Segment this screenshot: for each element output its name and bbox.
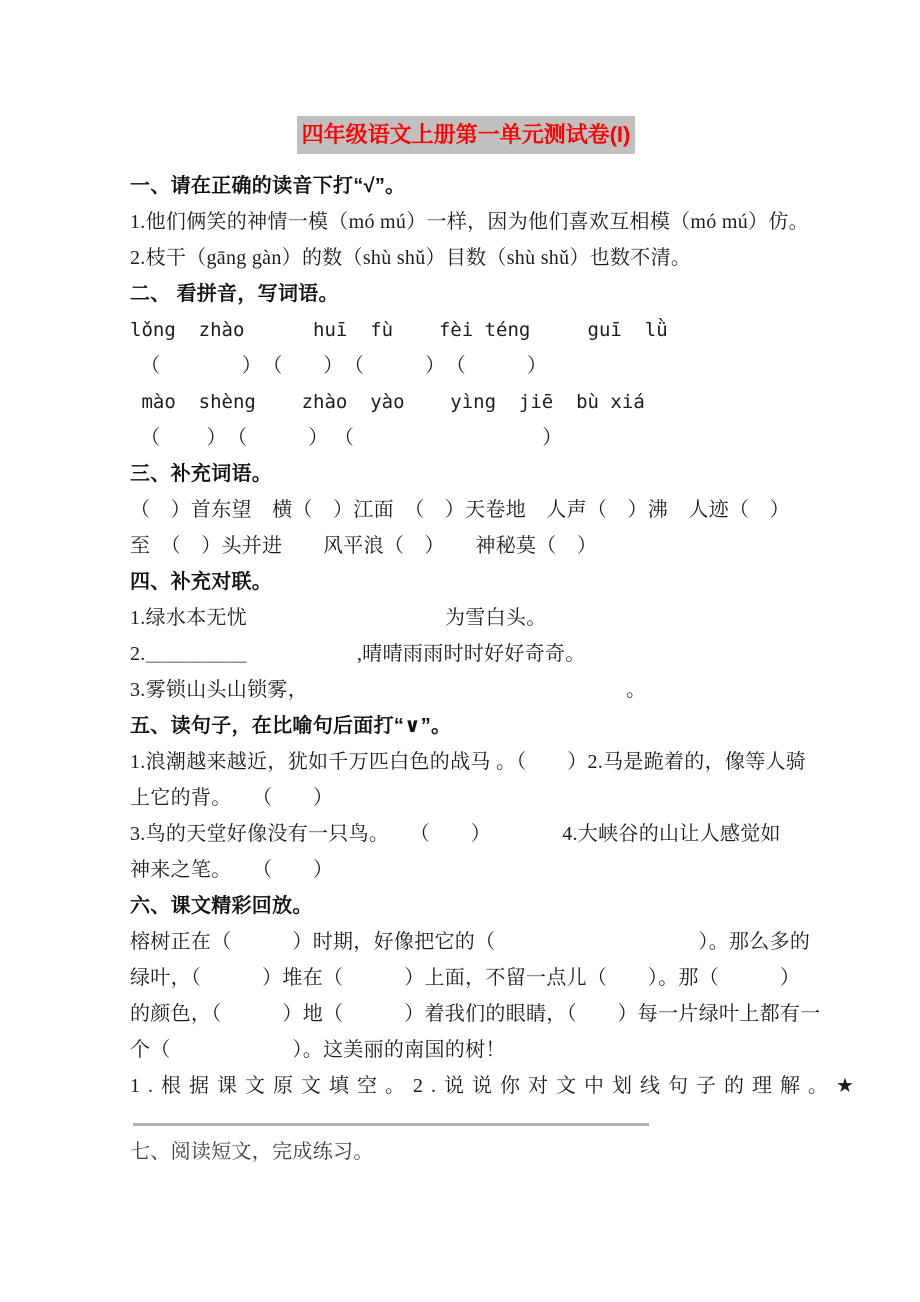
section-2-heading: 二、 看拼音，写词语。 bbox=[130, 283, 339, 305]
section-6-passage-line-2: 绿叶，（ ）堆在（ ）上面，不留一点儿（ ）。那（ ） bbox=[130, 967, 801, 989]
section-1-heading: 一、请在正确的读音下打“√”。 bbox=[130, 175, 406, 197]
section-6-questions-text: 1.根据课文原文填空。2.说说你对文中划线句子的理解。 bbox=[130, 1075, 836, 1097]
section-4-item-1 bbox=[130, 600, 820, 636]
couplet-1-right: 为雪白头。 bbox=[445, 607, 547, 629]
couplet-3-right: 。 bbox=[626, 679, 647, 701]
answer-blanks-row-2: （ ） （ ） （ ） bbox=[130, 427, 563, 449]
section-5-item-1: 1.浪潮越来越近，犹如千万匹白色的战马 。（ ）2.马是跪着的，像等人骑 bbox=[130, 751, 807, 773]
couplet-2-right: ,晴晴雨雨时时好好奇奇。 bbox=[357, 643, 586, 665]
section-1-item-1: 1.他们俩笑的神情一模（mó mú）一样，因为他们喜欢互相模（mó mú）仿。 bbox=[130, 211, 809, 233]
section-1-item-2: 2.枝干（gāng gàn）的数（shù shǔ）目数（shù shǔ）也数不清。 bbox=[130, 247, 692, 269]
section-5-item-3: 3.鸟的天堂好像没有一只鸟。 （ ） 4.大峡谷的山让人感觉如 bbox=[130, 823, 781, 845]
section-6-questions bbox=[130, 1068, 854, 1104]
pinyin-row-1: lǒng zhào huī fù fèi téng guī lǜ bbox=[130, 319, 668, 341]
answer-blanks-row-1: （ ） （ ） （ ） （ ） bbox=[130, 355, 548, 377]
star-icon: ★ bbox=[836, 1075, 854, 1097]
couplet-1-left: 1.绿水本无忧 bbox=[130, 607, 248, 629]
pinyin-row-2: mào shèng zhào yào yìng jiē bù xiá bbox=[130, 391, 645, 413]
section-6-heading: 六、课文精彩回放。 bbox=[130, 895, 313, 917]
section-5-heading: 五、读句子，在比喻句后面打“∨”。 bbox=[130, 715, 452, 737]
section-6-passage-line-1: 榕树正在（ ）时期，好像把它的（ ）。那么多的 bbox=[130, 931, 811, 953]
title-row bbox=[130, 116, 802, 158]
section-6-passage-line-3: 的颜色，（ ）地（ ）着我们的眼睛，（ ）每一片绿叶上都有一 bbox=[130, 1003, 821, 1025]
section-6-passage-line-4: 个（ ）。这美丽的南国的树！ bbox=[130, 1039, 506, 1061]
couplet-2-left: 2.＿＿＿＿＿ bbox=[130, 643, 248, 665]
answer-underline-rule bbox=[133, 1123, 649, 1126]
section-5-item-1-cont: 上它的背。 （ ） bbox=[130, 787, 334, 809]
section-5-item-4-cont: 神来之笔。 （ ） bbox=[130, 859, 334, 881]
section-3-item-2: 至 （ ）头并进 风平浪（ ） 神秘莫（ ） bbox=[130, 535, 598, 557]
section-7-heading: 七、阅读短文，完成练习。 bbox=[130, 1141, 374, 1163]
section-3-heading: 三、补充词语。 bbox=[130, 463, 273, 485]
section-4-heading: 四、补充对联。 bbox=[130, 571, 273, 593]
page-title: 四年级语文上册第一单元测试卷(I) bbox=[297, 116, 636, 154]
section-4-item-3 bbox=[130, 672, 820, 708]
couplet-3-left: 3.雾锁山头山锁雾， bbox=[130, 679, 308, 701]
section-4-item-2 bbox=[130, 636, 820, 672]
section-3-item-1: （ ）首东望 横（ ）江面 （ ）天卷地 人声（ ）沸 人迹（ ） bbox=[130, 499, 790, 521]
